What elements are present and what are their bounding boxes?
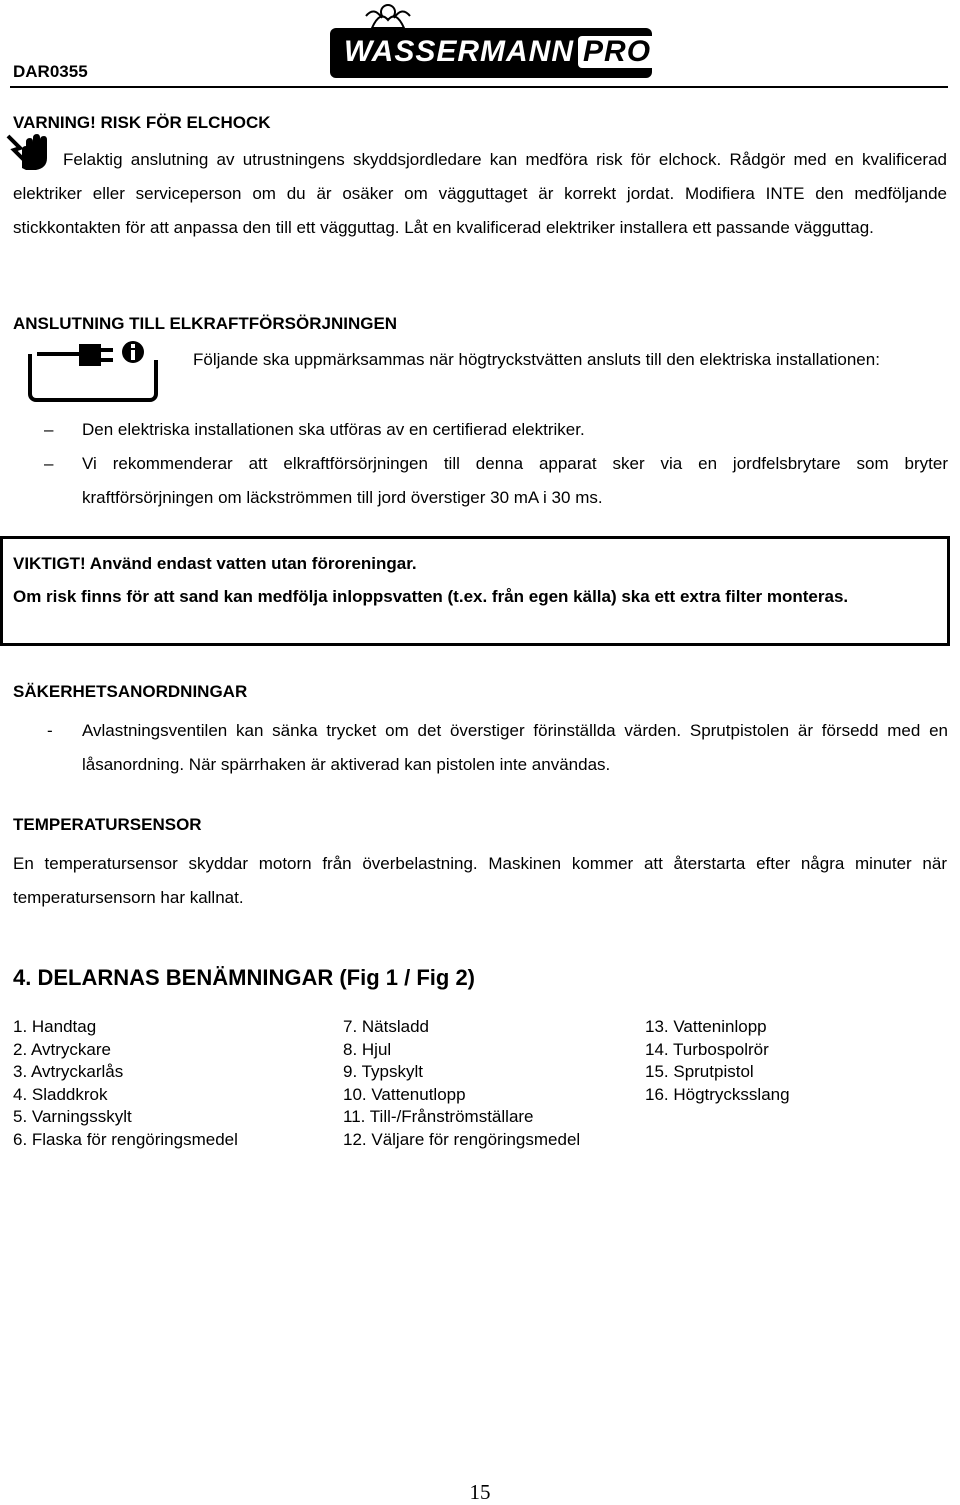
list-item: 14. Turbospolrör (645, 1039, 769, 1059)
temperature-text: En temperatursensor skyddar motorn från överbelastning. Maskinen kommer att återstarta efter några minuter när temperatursensorn har kallnat. (13, 854, 947, 907)
important-line-1: VIKTIGT! Använd endast vatten utan föroreningar. (13, 554, 417, 573)
logo-wordmark: WASSERMANN (344, 35, 575, 68)
list-item: Den elektriska installationen ska utföras av en certifierad elektriker. (82, 420, 585, 439)
list-bullet: – (44, 454, 54, 473)
list-item: 8. Hjul (343, 1039, 392, 1059)
logo-pro-badge: PRO (578, 36, 656, 68)
parts-column-2 (343, 1016, 580, 1151)
parts-title: 4. DELARNAS BENÄMNINGAR (Fig 1 / Fig 2) (13, 965, 476, 990)
important-line-2: Om risk finns för att sand kan medfölja inloppsvatten (t.ex. från egen källa) ska ett extra filter monteras. (13, 587, 849, 606)
list-bullet: - (47, 721, 53, 740)
list-item: 16. Högtrycksslang (645, 1084, 790, 1104)
plug-info-icon (27, 340, 161, 404)
warning-title: VARNING! RISK FÖR ELCHOCK (13, 113, 271, 132)
list-item: 7. Nätsladd (343, 1017, 429, 1036)
list-item: 10. Vattenutlopp (343, 1084, 466, 1104)
list-item: 1. Handtag (13, 1017, 97, 1036)
parts-column-3 (645, 1016, 790, 1106)
header-divider (10, 86, 948, 88)
document-code: DAR0355 (13, 62, 88, 81)
safety-text: Avlastningsventilen kan sänka trycket om det överstiger förinställda värden. Sprutpistolen är försedd med en låsanordning. När spärrhaken är aktiverad kan pistolen inte användas. (82, 721, 948, 774)
parts-column-1 (13, 1016, 238, 1151)
list-item: 5. Varningsskylt (13, 1107, 132, 1126)
list-item: 9. Typskylt (343, 1062, 423, 1081)
list-item: Vi rekommenderar att elkraftförsörjningen till denna apparat sker via en jordfelsbrytare som bryter kraftförsörjningen om läckströmmen till jord överstiger 30 mA i 30 ms. (82, 454, 948, 507)
warning-text: Felaktig anslutning av utrustningens skyddsjordledare kan medföra risk för elchock. Rådgör med en kvalificerad elektriker eller serviceperson om du är osäker om vägguttaget är korrekt jordat. Modifiera INTE den medföljande stickkontakten för att anpassa den till ett vägguttag. Låt en kvalificerad elektriker installera ett passande vägguttag. (13, 150, 947, 237)
list-item: 15. Sprutpistol (645, 1062, 754, 1081)
wassermann-pro-logo (330, 2, 652, 80)
list-item: 6. Flaska för rengöringsmedel (13, 1129, 238, 1149)
list-item: 12. Väljare för rengöringsmedel (343, 1129, 581, 1149)
list-item: 11. Till-/Frånströmställare (343, 1107, 534, 1126)
safety-title: SÄKERHETSANORDNINGAR (13, 682, 248, 701)
connection-title: ANSLUTNING TILL ELKRAFTFÖRSÖRJNINGEN (13, 314, 398, 333)
temperature-title: TEMPERATURSENSOR (13, 815, 202, 834)
list-bullet: – (44, 420, 54, 439)
list-item: 13. Vatteninlopp (645, 1017, 767, 1036)
list-item: 3. Avtryckarlås (13, 1062, 124, 1081)
list-item: 2. Avtryckare (13, 1039, 111, 1059)
connection-intro: Följande ska uppmärksammas när högtryckstvätten ansluts till den elektriska installationen: (193, 350, 880, 369)
list-item: 4. Sladdkrok (13, 1084, 108, 1104)
page-number: 15 (469, 1480, 491, 1504)
